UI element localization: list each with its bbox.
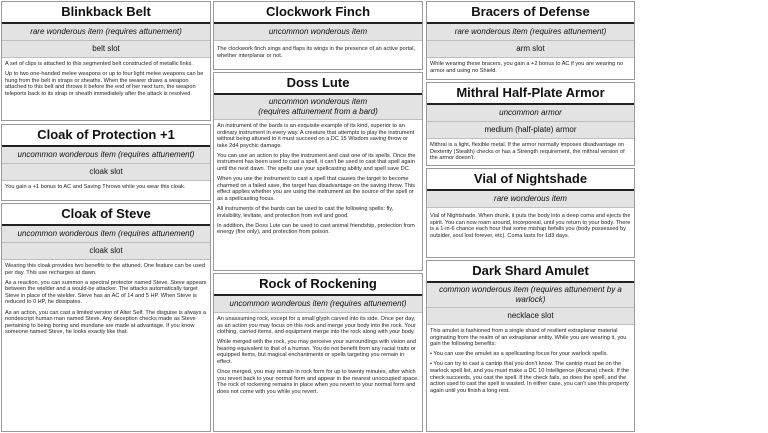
card-paragraph: Wearing this cloak provides two benefits to the attuned. One feature can be used per day. This use recharges at dawn. (5, 263, 206, 276)
card-blinkback-belt (1, 1, 211, 121)
card-body (2, 260, 210, 341)
card-body (2, 58, 210, 103)
card-bracers-of-defense (426, 1, 635, 80)
card-rarity-line: warlock) (515, 295, 546, 304)
card-slot: arm slot (427, 41, 634, 58)
card-title: Mithral Half-Plate Armor (427, 83, 634, 105)
card-paragraph: • You can try to cast a cantrip that you don't know. The cantrip must be on the warlock spell list, and you must make a DC 10 Intelligence (Arcana) check. If the check succeeds, you cast the spell. If the check fails, so does the spell, and the action used to cast the spell is wasted. In either case, you can't use this property again until you finish a long rest. (430, 361, 629, 394)
card-body (2, 181, 210, 196)
card-rarity: uncommon armor (427, 105, 634, 122)
card-paragraph: In addition, the Doss Lute can be used to cast animal friendship, protection from energy (fire only), and protection from poison. (217, 222, 415, 236)
card-slot: medium (half-plate) armor (427, 122, 634, 139)
card-paragraph: Vial of Nightshade. When drunk, it puts the body into a deep coma and ejects the spirit. You can now roam around, incorporeal, until you return to your body. There is a 1-in-6 chance each hour that some mishap befalls you (body possessed by outsider, soul lost forever, etc). Coma lasts for 1d3 days. (430, 213, 631, 239)
card-body (427, 208, 634, 245)
card-rarity: uncommon wonderous item (requires attunement) (2, 147, 210, 164)
card-paragraph: While wearing these bracers, you gain a +2 bonus to AC if you are wearing no armor and using no Shield. (430, 61, 623, 74)
card-slot: belt slot (2, 41, 210, 58)
card-clockwork-finch (213, 1, 423, 70)
card-rarity: uncommon wonderous item (requires attunement) (2, 226, 210, 243)
card-title: Clockwork Finch (214, 2, 422, 24)
card-rarity: rare wonderous item (requires attunement) (2, 24, 210, 41)
card-cloak-of-steve (1, 203, 211, 432)
card-paragraph: You gain a +1 bonus to AC and Saving Throws while you wear this cloak. (5, 184, 186, 190)
card-title: Rock of Rockening (214, 274, 422, 296)
card-slot: cloak slot (2, 164, 210, 181)
card-paragraph: Up to two one-handed melee weapons or up to four light melee weapons can be hung from the belt in straps or sheaths. When the wearer draws a weapon attached to this belt and throws it before the end of her next turn, the weapon teleports back to its strap or sheath immediately after the attack is resolved. (5, 71, 204, 97)
card-paragraph: When you use the instrument to cast a spell that causes the target to become charmed on a failed save, the target has disadvantage on the saving throw. This effect applies whether you are using the instrument as the source of the spell or as a spellcasting focus. (217, 176, 415, 202)
card-title: Cloak of Steve (2, 204, 210, 226)
card-paragraph: As a reaction, you can summon a spectral protector named Steve. Steve appears between the wielder and a would-be attacker. The attacks automatically target Steve in place of the wielder. Steve has an AC of 14 and 5 HP. When Steve is reduced to 0 HP, he dissipates. (5, 279, 207, 306)
card-title: Doss Lute (214, 73, 422, 95)
card-body (427, 139, 634, 166)
card-rarity: rare wonderous item (427, 191, 634, 208)
card-rarity: uncommon wonderous item (214, 24, 422, 41)
card-rarity-line: (requires attunement from a bard) (258, 107, 378, 116)
card-paragraph: The clockwork finch sings and flaps its wings in the presence of an active portal, whether interplanar or not. (217, 46, 416, 59)
card-doss-lute (213, 72, 423, 271)
card-paragraph: A set of clips is attached to this segmented belt constructed of metallic links. (5, 61, 193, 67)
card-body (427, 58, 634, 80)
card-body (214, 313, 422, 401)
card-paragraph: Mithral is a light, flexible metal. If the armor normally imposes disadvantage on Dexterity (Stealth) checks or has a Strength requirement, the mithral version of the armor doesn't. (430, 142, 625, 162)
card-paragraph: • You can use the amulet as a spellcasting focus for your warlock spells. (430, 351, 608, 358)
card-rarity-line: common wonderous item (requires attunement by a (439, 285, 622, 294)
card-paragraph: This amulet is fashioned from a single shard of resilient extraplanar material originating from the realm of an extraplanar entity. While you are wearing it, you gain the following benefits: (430, 328, 627, 348)
card-title: Cloak of Protection +1 (2, 125, 210, 147)
card-paragraph: While merged with the rock, you may perceive your surroundings with vision and hearing equivalent to that of a human. You do not benefit from any racial traits or equipped items, but magical enchantments or spells targeting you remain in effect. (217, 339, 416, 366)
card-cloak-protection (1, 124, 211, 201)
card-body (214, 120, 422, 241)
card-rarity (214, 95, 422, 120)
card-paragraph: You can use an action to play the instrument and cast one of its spells. Once the instrument has been used to cast a spell, it can't be used to cast that spell again until the next dawn. The spells use your spellcasting ability and spell save DC. (217, 152, 416, 173)
card-body (427, 325, 634, 400)
card-rarity: rare wonderous item (requires attunement) (427, 24, 634, 41)
card-rarity-line: uncommon wonderous item (268, 97, 368, 106)
card-rarity: uncommon wonderous item (requires attunement) (214, 296, 422, 313)
card-rock-of-rockening (213, 273, 423, 432)
card-body (214, 41, 422, 65)
card-dark-shard-amulet (426, 260, 635, 432)
card-paragraph: All instruments of the bards can be used to cast the following spells: fly, invisibility, levitate, and protection from evil and good. (217, 206, 394, 219)
card-slot: necklace slot (427, 308, 634, 325)
card-paragraph: An unassuming rock, except for a small glyph carved into its side. Once per day, as an action you may focus on this rock and merge your body into the rock. Your clothing, carried items, and equipment merge into the rock along with your body. (217, 316, 416, 336)
card-mithral-half-plate (426, 82, 635, 166)
card-slot: cloak slot (2, 243, 210, 260)
card-paragraph: As an action, you can cast a limited version of Alter Self. The disguise is always a nondescript human man named Steve. Any deception checks made as Steve pertaining to being boring and mundane are made at advantage. If you know someone named Steve, he looks exactly like that. (5, 309, 207, 336)
card-title: Vial of Nightshade (427, 169, 634, 191)
card-paragraph: An instrument of the bards is an exquisite example of its kind, superior to an ordinary instrument in every way. A creature that attempts to play the instrument without being attuned to it must succeed on a DC 15 Wisdom saving throw or take 2d4 psychic damage. (217, 123, 415, 149)
card-title: Bracers of Defense (427, 2, 634, 24)
card-paragraph: Once merged, you may remain in rock form for up to twenty minutes, after which you revert back to your normal form and appear in the nearest unoccupied space. The rock of rockening remains in place when you revert to your normal form and does not come with you while you revert. (217, 369, 419, 395)
card-rarity (427, 283, 634, 308)
card-vial-of-nightshade (426, 168, 635, 258)
card-title: Blinkback Belt (2, 2, 210, 24)
card-title: Dark Shard Amulet (427, 261, 634, 283)
